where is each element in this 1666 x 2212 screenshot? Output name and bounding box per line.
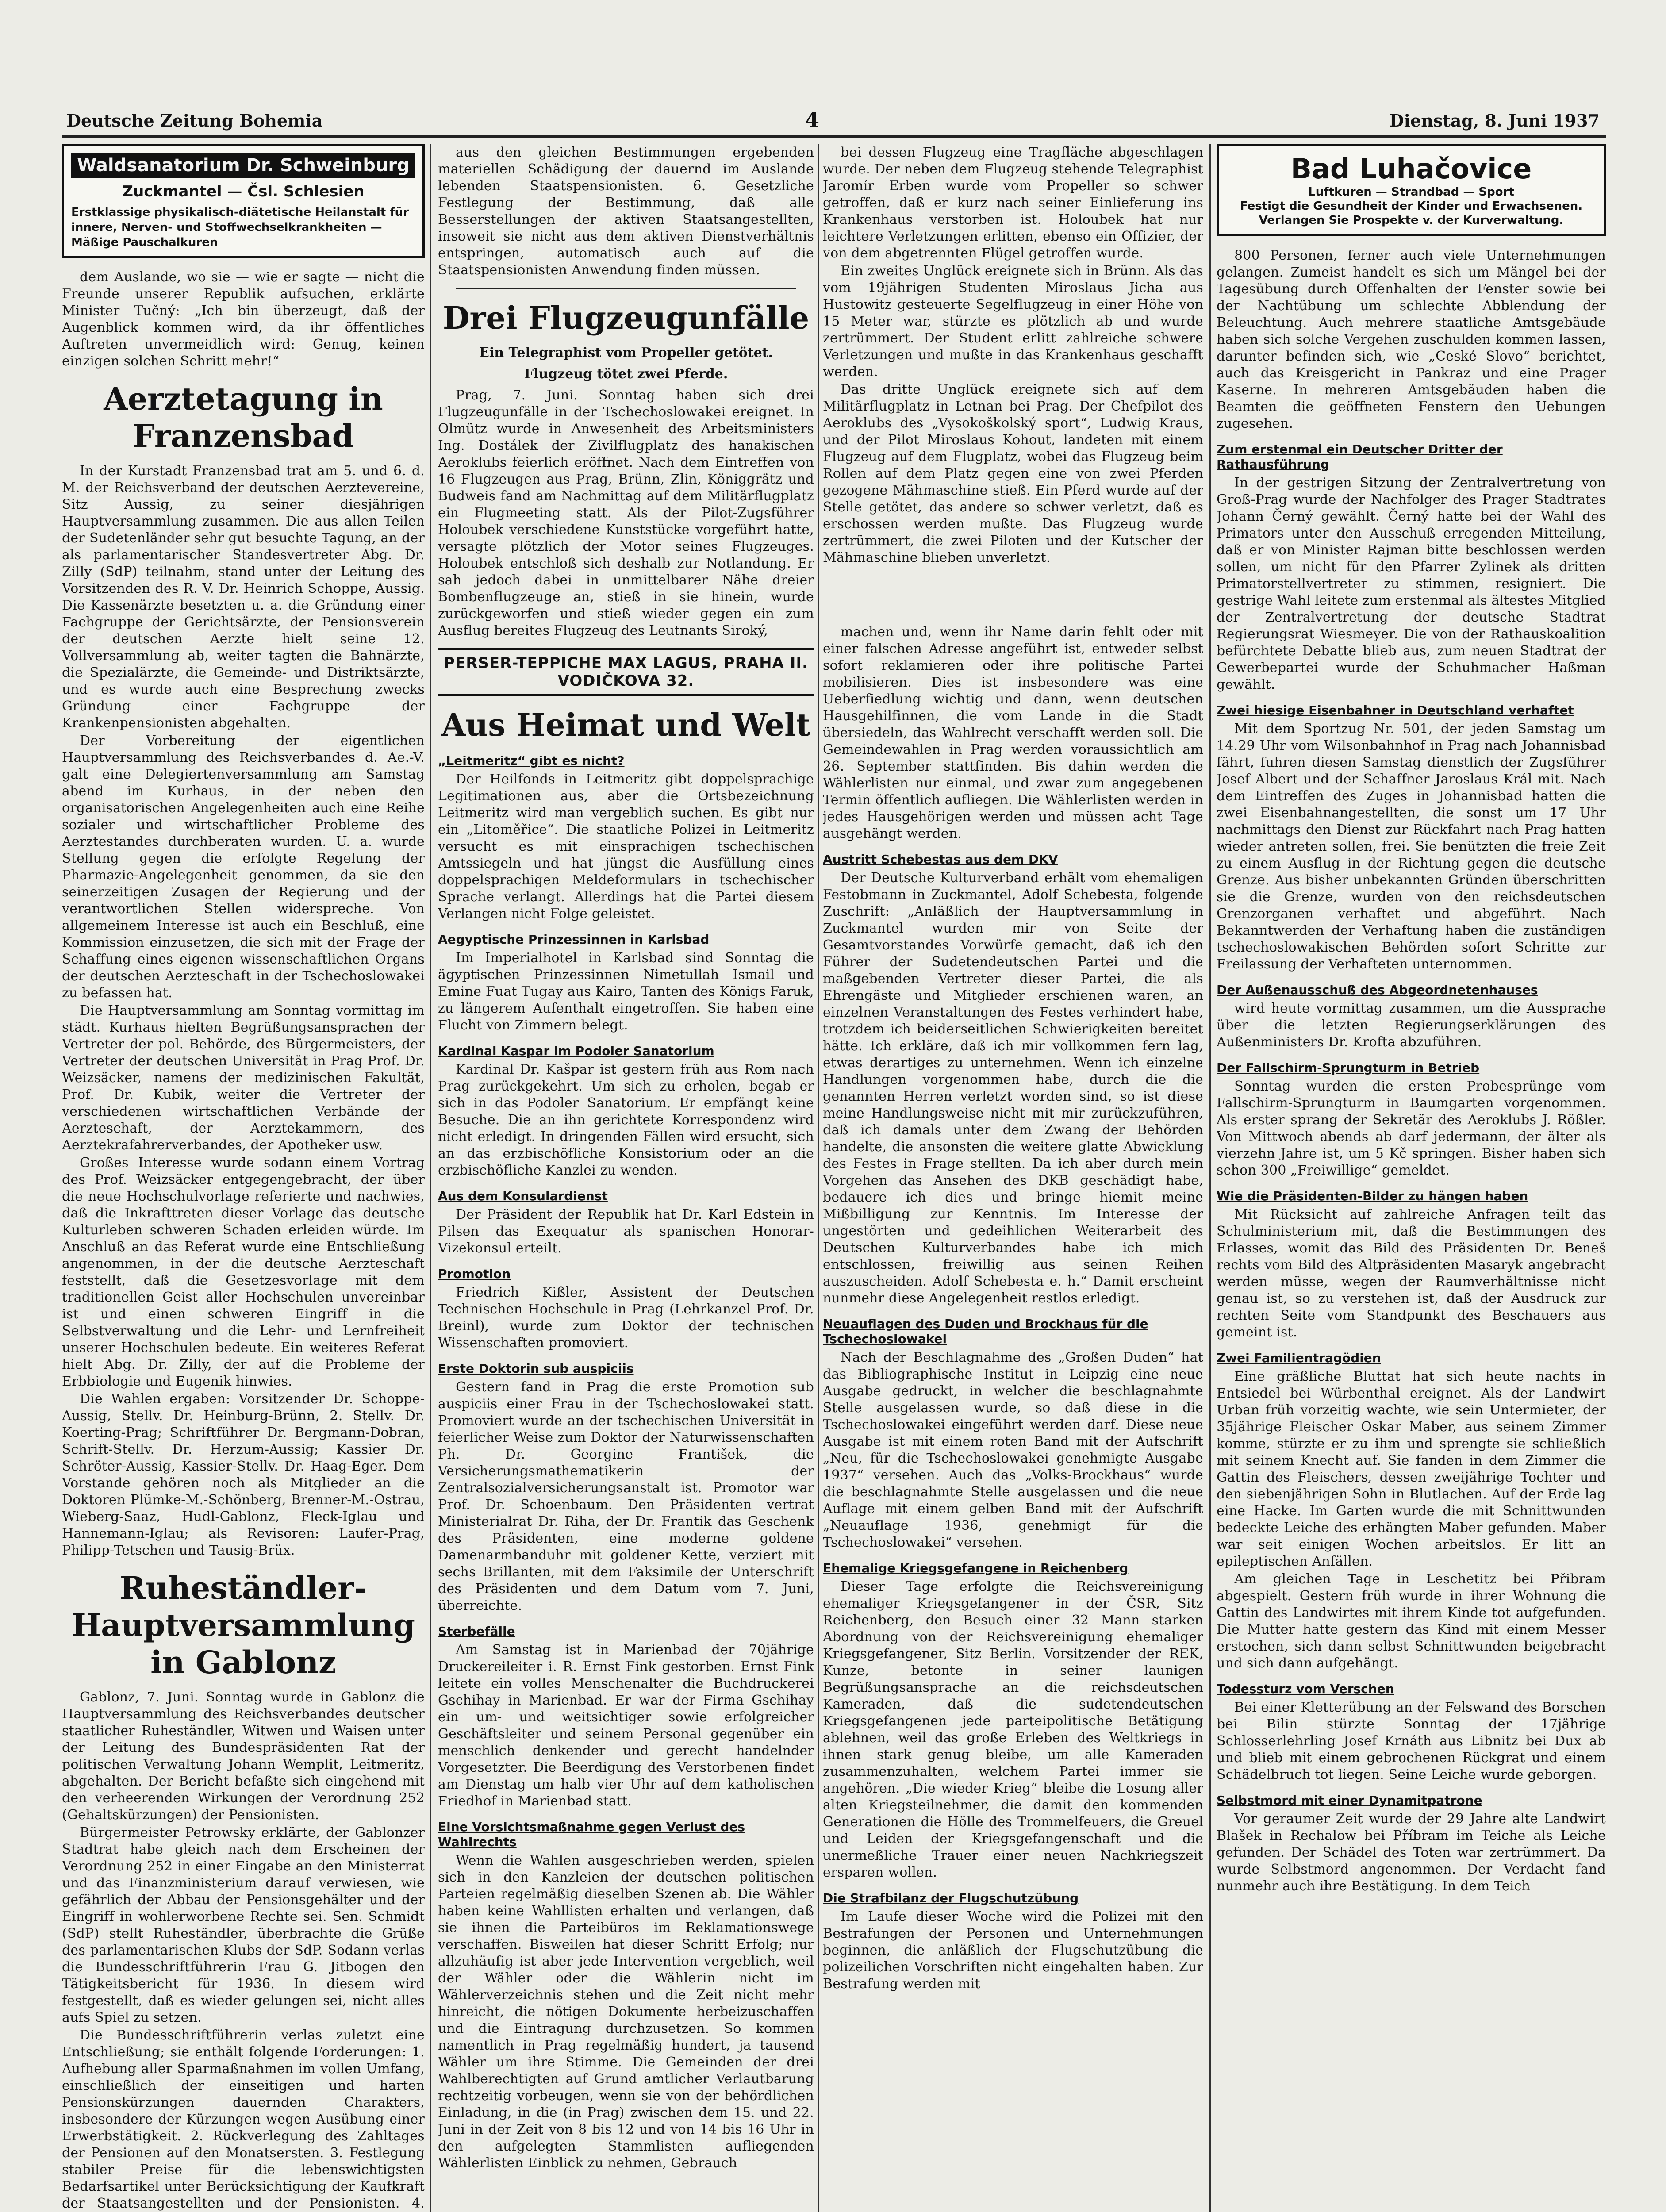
article-text: wird heute vormittag zusammen, um die Aussprache über die letzten Regierungserklärungen des Außenministers Dr. Krofta abzuführen. <box>1217 1001 1606 1050</box>
article-text: Sonntag wurden die ersten Probesprünge vom Fallschirm-Sprungturm in Baumgarten vorgenommen. Als erster sprang der Sekretär des Aeroklubs J. Rößler. Von Mittwoch abends ab darf jedermann, der älter als vierzehn Jahre ist, um 5 Kč springen. Bisher haben sich schon 300 „Freiwillige“ gemeldet. <box>1217 1079 1606 1178</box>
subheadline: Flugzeug tötet zwei Pferde. <box>524 366 728 382</box>
article-text: aus den gleichen Bestimmungen ergebenden materiellen Schädigung der dauernd im Auslande lebenden Staatspensionisten. 6. Gesetzliche Festlegung der Bestimmung, daß alle Besserstellungen der aktiven Staatsangestellten, insoweit sie nicht aus dem aktiven Dienstverhältnis entspringen, automatisch auch auf die Staatspensionisten Anwendung finden müssen. <box>438 145 814 278</box>
column-rule <box>1209 144 1211 2212</box>
article-text: In der gestrigen Sitzung der Zentralvertretung von Groß-Prag wurde der Nachfolger des Prager Stadtrates Johann Černý gewählt. Černý hatte bei der Wahl des Primators unter den Ausschuß erregenden Mitteilung, daß er von Minister Rajman bitte beschlossen werden sollen, um nicht für den Pfarrer Zylinek als dritten Primatorstellvertreter zu stimmen, resigniert. Die gestrige Wahl leitete zum erstenmal als ältestes Mitglied der Zentralvertretung der deutsche Stadtrat Regierungsrat Wiesmeyer. Die von der Rathauskoalition befürchtete Debatte blieb aus, zum neuen Stadtrat der Gewerbepartei wurde der Schuhmacher Haßman gewählt. <box>1217 475 1606 692</box>
spacer <box>823 566 1203 624</box>
news-heading: Todessturz vom Verschen <box>1217 1682 1394 1696</box>
article-text: Nach der Beschlagnahme des „Großen Duden“ hat das Bibliographische Institut in Leipzig eine neue Ausgabe gedruckt, in welcher die beschlagnahmte Stelle ausgelassen wurde, so daß diese in die Tschechoslowakei eingeführt werden darf. Diese neue Ausgabe ist mit einem roten Band mit der Aufschrift „Neu, für die Tschechoslowakei genehmigte Ausgabe 1937“ versehen. Auch das „Volks-Brockhaus“ wurde die beschlagnahmte Stelle ausgelassen und die neue Auflage mit einem gelben Band mit der Aufschrift „Neuauflage 1936, genehmigt für die Tschechoslowakei“ versehen. <box>823 1350 1203 1550</box>
column-1 <box>62 144 425 2212</box>
news-heading: Der Fallschirm-Sprungturm in Betrieb <box>1217 1060 1480 1075</box>
ad-line: Festigt die Gesundheit der Kinder und Erwachsenen. <box>1240 200 1583 213</box>
ad-title: Waldsanatorium Dr. Schweinburg <box>71 153 415 178</box>
news-heading: Selbstmord mit einer Dynamitpatrone <box>1217 1793 1482 1808</box>
article-text: Ein zweites Unglück ereignete sich in Brünn. Als das vom 19jährigen Studenten Miroslaus Jicha aus Hustowitz gesteuerte Segelflugzeug in einer Höhe von 15 Meter war, stürzte es plötzlich ab und wurde zertrümmert. Der Student erlitt zahlreiche schwere Verletzungen und mußte in das Krankenhaus geschafft werden. <box>823 263 1203 380</box>
article-text: machen und, wenn ihr Name darin fehlt oder mit einer falschen Adresse angeführt ist, entweder selbst sofort reklamieren oder ihre politische Partei mobilisieren. Dies ist insbesondere was eine Ueberfiedlung wichtig und dann, wenn deutschen Hausgehilfinnen, die vom Lande in die Stadt übersiedeln, das Wahlrecht verschafft werden soll. Die Gemeindewahlen in Prag werden voraussichtlich am 26. September stattfinden. Bis dahin werden die Wählerlisten nur einmal, und zwar zum angegebenen Termin öffentlich aufliegen. Die Wählerlisten werden in jedes Hausgehörigen werden und müssen acht Tage ausgehängt werden. <box>823 624 1203 841</box>
section-headline: Aus Heimat und Welt <box>441 707 810 743</box>
article-text: Die Hauptversammlung am Sonntag vormittag im städt. Kurhaus hielten Begrüßungsansprachen der Vertreter der pol. Behörde, des Bürgermeisters, der Vertreter der deutschen Universität in Prag Prof. Dr. Weizsäcker, namens der medizinischen Fakultät, Prof. Dr. Kubik, weiter die Vertreter der verschiedenen wirtschaftlichen Verbände der Aerzteschaft, der Aerztekammern, des Aerztekrafahrerverbandes, der Apotheker usw. <box>62 1003 425 1153</box>
subheadline: Ein Telegraphist vom Propeller getötet. <box>479 345 773 361</box>
article-text: Prag, 7. Juni. Sonntag haben sich drei Flugzeugunfälle in der Tschechoslowakei ereignet. In Olmütz wurde in Anwesenheit des Arbeitsministers Ing. Dostálek der Zivilflugplatz des hanakischen Aeroklubs feierlich eröffnet. Nach dem Eintreffen von 16 Flugzeugen aus Prag, Brünn, Zlin, Königgrätz und Budweis fand am Nachmittag auf dem Militärflugplatz ein Flugmeeting statt. Als der Pilot-Zugsführer Holoubek verschiedene Kunststücke vorgeführt hatte, versagte plötzlich der Motor seines Flugzeuges. Holoubek entschloß sich deshalb zur Notlandung. Er sah jedoch dabei in unmittelbarer Nähe dreier Bombenflugzeuge an, stieß in sie hinein, wurde zurückgeworfen und stieß wieder gegen ein zum Ausflug bereites Flugzeug des Leutnants Siroký, <box>438 388 814 638</box>
news-heading: Die Strafbilanz der Flugschutzübung <box>823 1891 1079 1905</box>
headline: Aerztetagung in Franzensbad <box>104 380 383 454</box>
article-text: Die Bundesschriftführerin verlas zuletzt eine Entschließung; sie enthält folgende Forderungen: 1. Aufhebung aller Sparmaßnahmen im vollen Umfang, einschließlich der einseitigen und harten Pensionskürzungen dauernden Charakters, insbesondere der Kürzungen wegen Ausübung einer Erwerbstätigkeit. 2. Rückverlegung des Zahltages der Pensionen auf den Monatsersten. 3. Festlegung stabiler Preise für die lebenswichtigsten Bedarfsartikel unter Berücksichtigung der Kaufkraft der Staatsangestellten und der Pensionisten. 4. <box>62 2028 425 2211</box>
news-heading: Eine Vorsichtsmaßnahme gegen Verlust des Wahlrechts <box>438 1820 745 1849</box>
news-heading: Zwei Familientragödien <box>1217 1351 1381 1365</box>
news-heading: Promotion <box>438 1267 511 1281</box>
article-text: Das dritte Unglück ereignete sich auf dem Militärflugplatz in Letnan bei Prag. Der Chefpilot des Aeroklubs des „Vysokoškolský sport“, Ludwig Kraus, und der Pilot Miroslaus Kohout, landeten mit einem Flugzeug auf dem Flugplatz, wobei das Flugzeug beim Rollen auf dem Platz gegen eine von zwei Pferden gezogene Mähmaschine stieß. Ein Pferd wurde auf der Stelle getötet, das andere so schwer verletzt, daß es erschossen werden mußte. Das Flugzeug wurde zertrümmert, die zwei Piloten und der Kutscher der Mähmaschine blieben unverletzt. <box>823 382 1203 565</box>
luhacovice-ad <box>1217 144 1606 236</box>
news-heading: Zum erstenmal ein Deutscher Dritter der Rathausführung <box>1217 442 1503 472</box>
news-heading: Zwei hiesige Eisenbahner in Deutschland verhaftet <box>1217 703 1574 718</box>
article-text: Großes Interesse wurde sodann einem Vortrag des Prof. Weizsäcker entgegengebracht, der über die neue Hochschulvorlage referierte und nachwies, daß die Inkrafttreten dieser Vorlage das deutsche Kulturleben schweren Schaden erleiden würde. Im Anschluß an das Referat wurde eine Entschließung angenommen, in der die deutsche Aerzteschaft feststellt, daß die Gesetzesvorlage mit dem traditionellen Geist aller Hochschulen unvereinbar ist und einen schweren Eingriff in die Selbstverwaltung und die Lehr- und Lernfreiheit unserer Hochschulen bedeute. Ein weiteres Referat hielt Abg. Dr. Zilly, der auf die Probleme der Erbbiologie und Eugenik hinwies. <box>62 1155 425 1389</box>
column-rule <box>430 144 431 2212</box>
article-text: Der Vorbereitung der eigentlichen Hauptversammlung des Reichsverbandes d. Ae.-V. galt eine Delegiertenversammlung am Samstag abend im Kurhaus, in der neben den organisatorischen Angelegenheiten auch eine Reihe sozialer und wirtschaftlicher Probleme des Aerztestandes durchberaten wurden. U. a. wurde Stellung gegen die erfolgte Regelung der Pharmazie-Angelegenheit genommen, da sie den seinerzeitigen Zusagen der Regierung und der verantwortlichen Stellen widerspreche. Von allgemeinem Interesse ist auch ein Beschluß, eine Kommission einzusetzen, die sich mit der Frage der Schaffung eines eigenen wissenschaftlichen Organs der deutschen Aerzteschaft in der Tschechoslowakei zu befassen hat. <box>62 733 425 1001</box>
article-text: Dieser Tage erfolgte die Reichsvereinigung ehemaliger Kriegsgefangener in der ČSR, Sitz Reichenberg, den Besuch einer 32 Mann starken Abordnung von der Reichsvereinigung ehemaliger Kriegsgefangener, Sitz Berlin. Vorsitzender der REK, Kunze, betonte in seiner launigen Begrüßungsansprache an die reichsdeutschen Kameraden, daß die sudetendeutschen Kriegsgefangenen jede parteipolitische Betätigung ablehnen, weil das große Erleben des Weltkriegs in ihnen stark genug bleibe, um alle Kameraden zusammenzuhalten, welchem Partei immer sie angehören. „Die wieder Krieg“ bleibe die Losung aller alten Kriegsteilnehmer, die damit den kommenden Generationen die Hölle des Trommelfeuers, die Greuel und Leiden der Kriegsgefangenschaft und die unermeßliche Trauer einer neuen Nachkriegszeit ersparen wollen. <box>823 1579 1203 1880</box>
news-heading: Neuauflagen des Duden und Brockhaus für die Tschechoslowakei <box>823 1317 1148 1346</box>
article-text: dem Auslande, wo sie — wie er sagte — nicht die Freunde unserer Republik aufsuchen, erklärte Minister Tučný: „Ich bin überzeugt, daß der Augenblick kommen wird, da ihr öffentliches Auftreten unvermeidlich wird: Genug, keinen einzigen solchen Schritt mehr!“ <box>62 269 425 369</box>
sanatorium-ad <box>62 144 425 258</box>
article-text: Wenn die Wahlen ausgeschrieben werden, spielen sich in den Kanzleien der deutschen politischen Parteien regelmäßig dieselben Szenen ab. Die Wähler haben keine Wahllisten erhalten und verlangen, daß sie ihnen die Parteibüros im Reklamationswege verschaffen. Bisweilen hat dieser Schritt Erfolg; nur allzuhäufig ist aber jede Intervention vergeblich, weil der Wähler oder die Wählerin nicht im Wählerverzeichnis stehen und die Zeit nicht mehr hinreicht, die nötigen Dokumente herbeizuschaffen und die Eintragung durchzusetzen. So kommen namentlich in Prag regelmäßig hundert, ja tausend Wähler um ihre Stimme. Die Gemeinden der drei Wahlberechtigten auf Grund amtlicher Verlautbarung rechtzeitig vorbeugen, wenn sie von der behördlichen Einladung, in die (in Prag) zwischen dem 15. und 22. Juni in der Zeit von 8 bis 12 und von 14 bis 16 Uhr in den aufgelegten Stammlisten aufliegenden Wählerlisten Einblick zu nehmen, Gebrauch <box>438 1853 814 2171</box>
article-text: Bürgermeister Petrowsky erklärte, der Gablonzer Stadtrat habe gleich nach dem Erscheinen der Verordnung 252 in einer Eingabe an den Ministerrat und das Finanzministerium darauf verwiesen, wie gefährlich der Abbau der Pensionsgehälter und der Eingriff in wohlerworbene Rechte sei. Sen. Schmidt (SdP) stellt Ruheständler, überbrachte die Grüße des parlamentarischen Klubs der SdP. Sodann verlas die Bundesschriftführerin Frau G. Jitbogen den Tätigkeitsbericht für 1936. In diesem wird festgestellt, daß es wieder gelungen sei, nicht alles aufs Spiel zu setzen. <box>62 1825 425 2025</box>
article-text: Im Laufe dieser Woche wird die Polizei mit den Bestrafungen der Personen und Unternehmungen beginnen, die anläßlich der Flugschutzübung die polizeilichen Vorschriften nicht eingehalten haben. Zur Bestrafung werden mit <box>823 1909 1203 1992</box>
carpet-ad: PERSER-TEPPICHE MAX LAGUS, PRAHA II. VODIČKOVA 32. <box>438 648 814 696</box>
article-text: Der Heilfonds in Leitmeritz gibt doppelsprachige Legitimationen aus, aber die Ortsbezeichnung Leitmeritz wird man vergeblich suchen. Es gibt nur ein „Litoměřice“. Die staatliche Polizei in Leitmeritz versucht es mit einsprachigen tschechischen Amtssiegeln und hat jüngst die Ausfüllung eines doppelsprachigen Meldeformulars in tschechischer Sprache verlangt. Allerdings hat die Partei diesem Verlangen nicht Folge geleistet. <box>438 772 814 922</box>
news-heading: Sterbefälle <box>438 1624 515 1639</box>
article-text: Bei einer Kletterübung an der Felswand des Borschen bei Bilin stürzte Sonntag der 17jährige Schlosserlehrling Josef Krnáth aus Libnitz bei Dux ab und blieb mit einem gebrochenen Rückgrat und einem Schädelbruch tot liegen. Seine Leiche wurde geborgen. <box>1217 1700 1606 1782</box>
article-text: Eine gräßliche Bluttat hat sich heute nachts in Entsiedel bei Würbenthal ereignet. Als der Landwirt Urban früh vorzeitig wachte, wie sein Untermieter, der 35jährige Fleischer Oskar Maber, aus seinem Zimmer komme, stürzte er zu ihm und sprengte sie schließlich mit seinem Knecht auf. Sie fanden in dem Zimmer die Gattin des Fleischers, dessen zweijährige Tochter und den siebenjährigen Sohn in Blutlachen. Auf der Erde lag eine Hacke. Im Garten wurde die mit Schnittwunden bedeckte Leiche des erhängten Maber gefunden. Maber war seit einigen Wochen arbeitslos. Er litt an epileptischen Anfällen. <box>1217 1369 1606 1569</box>
news-heading: Kardinal Kaspar im Podoler Sanatorium <box>438 1044 714 1058</box>
news-heading: Der Außenausschuß des Abgeordnetenhauses <box>1217 983 1538 997</box>
article-text: Mit dem Sportzug Nr. 501, der jeden Samstag um 14.29 Uhr vom Wilsonbahnhof in Prag nach Johannisbad fährt, fuhren diesen Samstag dienstlich der Zugsführer Josef Albert und der Schaffner Jaroslaus Král mit. Nach dem Eintreffen des Zuges in Johannisbad hatten die zwei Eisenbahnangestellten, die sonst um 17 Uhr nachmittags den Dienst zur Rückfahrt nach Prag hatten wieder antreten sollen, frei. Sie benützten die freie Zeit zu einem Ausflug in der Richtung gegen die deutsche Grenze. Aus bisher unbekannten Gründen überschritten sie die Grenze, wurden von den reichsdeutschen Grenzorganen verhaftet und abgeführt. Nach Bekanntwerden der Verhaftung haben die zuständigen tschechoslowakischen Behörden sofort Schritte zur Freilassung der Verhafteten unternommen. <box>1217 721 1606 972</box>
article-text: Vor geraumer Zeit wurde der 29 Jahre alte Landwirt Blašek in Rechalow bei Příbram im Teiche als Leiche gefunden. Der Schädel des Toten war zertrümmert. Da wurde Selbstmord angenommen. Der Verdacht fand nunmehr auch ihre Bestätigung. In dem Teich <box>1217 1811 1606 1894</box>
news-heading: Erste Doktorin sub auspiciis <box>438 1361 634 1376</box>
article-text: Kardinal Dr. Kašpar ist gestern früh aus Rom nach Prag zurückgekehrt. Um sich zu erholen, begab er sich in das Podoler Sanatorium. Er empfängt keine Besuche. Die an ihn gerichtete Korrespondenz wird nicht erledigt. In dringenden Fällen wird ersucht, sich an das erzbischöfliche Konsistorium oder an die erzbischöfliche Kanzlei zu wenden. <box>438 1062 814 1178</box>
header-rule <box>62 135 1606 138</box>
article-text: Friedrich Kißler, Assistent der Deutschen Technischen Hochschule in Prag (Lehrkanzel Prof. Dr. Breinl), wurde zum Doktor der technischen Wissenschaften promoviert. <box>438 1285 814 1351</box>
ad-title: Bad Luhačovice <box>1290 153 1532 185</box>
article-text: bei dessen Flugzeug eine Tragfläche abgeschlagen wurde. Der neben dem Flugzeug stehende Telegraphist Jaromír Erben wurde vom Propeller so schwer getroffen, daß er kurz nach seiner Einlieferung ins Krankenhaus verstorben ist. Holoubek hat nur leichtere Verletzungen erlitten, ebenso ein Offizier, der von dem abgetrennten Flügel getroffen wurde. <box>823 145 1203 261</box>
headline: Drei Flugzeugunfälle <box>442 300 810 336</box>
page-number: 4 <box>805 108 820 132</box>
article-text: Gablonz, 7. Juni. Sonntag wurde in Gablonz die Hauptversammlung des Reichsverbandes deutscher staatlicher Ruheständler, Witwen und Waisen unter der Leitung des Bundespräsidenten Rat der politischen Verwaltung Johann Wemplit, Leitmeritz, abgehalten. Der Bericht befaßte sich eingehend mit den verheerenden Wirkungen der Verordnung 252 (Gehaltskürzungen) der Pensionisten. <box>62 1690 425 1823</box>
news-heading: Aegyptische Prinzessinnen in Karlsbad <box>438 932 710 947</box>
article-text: Der Deutsche Kulturverband erhält vom ehemaligen Festobmann in Zuckmantel, Adolf Schebesta, folgende Zuschrift: „Anläßlich der Hauptversammlung in Zuckmantel wurden mir von Seite der Gesamtvorstandes Vorwürfe gemacht, daß ich den Führer der Sudetendeutschen Partei und die maßgebenden Vertreter dieser Partei, die als Ehrengäste und Mitglieder erschienen waren, an einzelnen Veranstaltungen des Festes verhindert habe, trotzdem ich beiderseitlichen Schwierigkeiten bereitet hätte. Ich erkläre, daß ich mir vollkommen fern lag, etwas derartiges zu unternehmen. Wenn ich einzelne Handlungen vorgenommen habe, durch die die genannten Herren verletzt worden sind, so ist diese meine Handlungsweise nicht mit mir zurückzuführen, daß ich damals unter dem Zwang der Behörden handelte, die ansonsten die weitere glatte Abwicklung des Festes in Frage stellten. Da ich aber durch mein Vorgehen das Ansehen des DKB geschädigt habe, bedauere ich dies und bringe hiemit meine Mißbilligung zur Kenntnis. Im Interesse der ungestörten und gedeihlichen Weiterarbeit des Deutschen Kulturverbandes habe ich mich entschlossen, freiwillig aus seinen Reihen auszuscheiden. Adolf Schebesta e. h.“ Damit erscheint nunmehr diese Angelegenheit restlos erledigt. <box>823 870 1203 1306</box>
news-heading: Ehemalige Kriegsgefangene in Reichenberg <box>823 1561 1129 1575</box>
separator <box>456 288 796 289</box>
news-heading: Wie die Präsidenten-Bilder zu hängen haben <box>1217 1189 1528 1203</box>
article-text: Am Samstag ist in Marienbad der 70jährige Druckereileiter i. R. Ernst Fink gestorben. Ernst Fink leitete ein volles Menschenalter die Buchdruckerei Gschihay in Marienbad. Er war der Firma Gschihay ein um- und weitsichtiger sowie erfolgreicher Geschäftsleiter und seinem Personal gegenüber ein menschlich denkender und gerecht handelnder Vorgesetzter. Die Beerdigung des Verstorbenen findet am Dienstag um halb vier Uhr auf dem katholischen Friedhof in Marienbad statt. <box>438 1642 814 1809</box>
headline: Ruheständler-Hauptversammlung in Gablonz <box>72 1570 415 1681</box>
ad-place: Zuckmantel — Čsl. Schlesien <box>122 183 365 200</box>
column-rule <box>818 144 819 2212</box>
article-text: 800 Personen, ferner auch viele Unternehmungen gelangen. Zumeist handelt es sich um Mängel bei der Tagesübung durch Offenhalten der Fenster sowie bei der Nachtübung um schlechte Abblendung der Beleuchtung. Auch mehrere staatliche Amtsgebäude haben sich solche Vergehen zuschulden kommen lassen, darunter befinden sich, wie „Ceské Slovo“ berichtet, auch das Kreisgericht in Pankraz und eine Prager Kaserne. In mehreren Amtsgebäuden haben die Beamten die geöffneten Fenstern den Uebungen zugesehen. <box>1217 248 1606 431</box>
article-text: Mit Rücksicht auf zahlreiche Anfragen teilt das Schulministerium mit, daß die Bestimmungen des Erlasses, womit das Bild des Präsidenten Dr. Beneš rechts vom Bild des Altpräsidenten Masaryk angebracht werden müsse, wegen der Raumverhältnisse nicht genau ist, so zu verstehen ist, daß der Ausdruck zur rechten Seite vom Standpunkt des Beschauers aus gemeint ist. <box>1217 1207 1606 1340</box>
masthead-title: Deutsche Zeitung Bohemia <box>66 111 323 131</box>
ad-body: Erstklassige physikalisch-diätetische Heilanstalt für innere, Nerven- und Stoffwechselkrankheiten — Mäßige Pauschalkuren <box>71 206 409 249</box>
article-text: In der Kurstadt Franzensbad trat am 5. und 6. d. M. der Reichsverband der deutschen Aerztevereine, Sitz Aussig, zu seiner diesjährigen Hauptversammlung zusammen. Die aus allen Teilen der Sudetenländer sehr gut besuchte Tagung, an der als parlamentarischer Standesvertreter Abg. Dr. Zilly (SdP) teilnahm, stand unter der Leitung des Vorsitzenden des R. V. Dr. Heinrich Schoppe, Aussig. Die Kassenärzte besetzten u. a. die Gründung einer Fachgruppe der Gerichtsärzte, der Pensionsverein der deutschen Aerzte hielt seine 12. Vollversammlung ab, weiter tagten die Bahnärzte, die Spezialärzte, die Gemeinde- und Distriktsärzte, und es wurde auch eine Besprechung zwecks Gründung einer Fachgruppe der Krankenpensionisten abgehalten. <box>62 463 425 731</box>
news-heading: „Leitmeritz“ gibt es nicht? <box>438 753 625 768</box>
ad-line: Verlangen Sie Prospekte v. der Kurverwaltung. <box>1259 214 1564 227</box>
column-4 <box>1217 144 1606 2212</box>
issue-date: Dienstag, 8. Juni 1937 <box>1389 111 1600 131</box>
news-heading: Austritt Schebestas aus dem DKV <box>823 852 1058 867</box>
article-text: Am gleichen Tage in Leschetitz bei Přibram abgespielt. Gestern früh wurde in ihrer Wohnung die Gattin des Landwirtes mit ihrem Kinde tot aufgefunden. Die Mutter hatte gestern das Kind mit einem Messer erstochen, sich dann selbst Schnittwunden beigebracht und sich dann aufgehängt. <box>1217 1571 1606 1671</box>
column-2 <box>438 144 814 2212</box>
article-text: Im Imperialhotel in Karlsbad sind Sonntag die ägyptischen Prinzessinnen Nimetullah Ismail und Emine Fuat Tugay aus Kairo, Tanten des Königs Faruk, zu längerem Aufenthalt eingetroffen. Sie haben eine Flucht von Zimmern belegt. <box>438 950 814 1033</box>
ad-line: Luftkuren — Strandbad — Sport <box>1308 185 1514 199</box>
column-3 <box>823 144 1203 2212</box>
article-text: Der Präsident der Republik hat Dr. Karl Edstein in Pilsen das Exequatur als spanischen Honorar-Vizekonsul erteilt. <box>438 1207 814 1256</box>
news-heading: Aus dem Konsulardienst <box>438 1189 608 1203</box>
article-text: Gestern fand in Prag die erste Promotion sub auspiciis einer Frau in der Tschechoslowakei statt. Promoviert wurde an der tschechischen Universität in feierlicher Weise zum Doktor der Naturwissenschaften Ph. Dr. Georgine František, die Versicherungsmathematikerin der Zentralsozialversicherungsanstalt ist. Promotor war Prof. Dr. Schoenbaum. Den Präsidenten vertrat Ministerialrat Dr. Riha, der Dr. Frantik das Geschenk des Präsidenten, eine moderne goldene Damenarmbanduhr mit goldener Kette, verziert mit sechs Brillanten, mit dem Faksimile der Unterschrift des Präsidenten und dem Datum vom 7. Juni, überreichte. <box>438 1379 814 1613</box>
article-text: Die Wahlen ergaben: Vorsitzender Dr. Schoppe-Aussig, Stellv. Dr. Heinburg-Brünn, 2. Stellv. Dr. Koerting-Prag; Schriftführer Dr. Bergmann-Dobran, Schrift-Stellv. Dr. Herzum-Aussig; Kassier Dr. Schröter-Aussig, Kassier-Stellv. Dr. Haag-Eger. Dem Vorstande gehören noch als Mitglieder an die Doktoren Plümke-M.-Schönberg, Brenner-M.-Ostrau, Wieberg-Saaz, Hudl-Gablonz, Fleck-Iglau und Hannemann-Iglau; als Revisoren: Laufer-Prag, Philipp-Tetschen und Tausig-Brüx. <box>62 1391 425 1558</box>
